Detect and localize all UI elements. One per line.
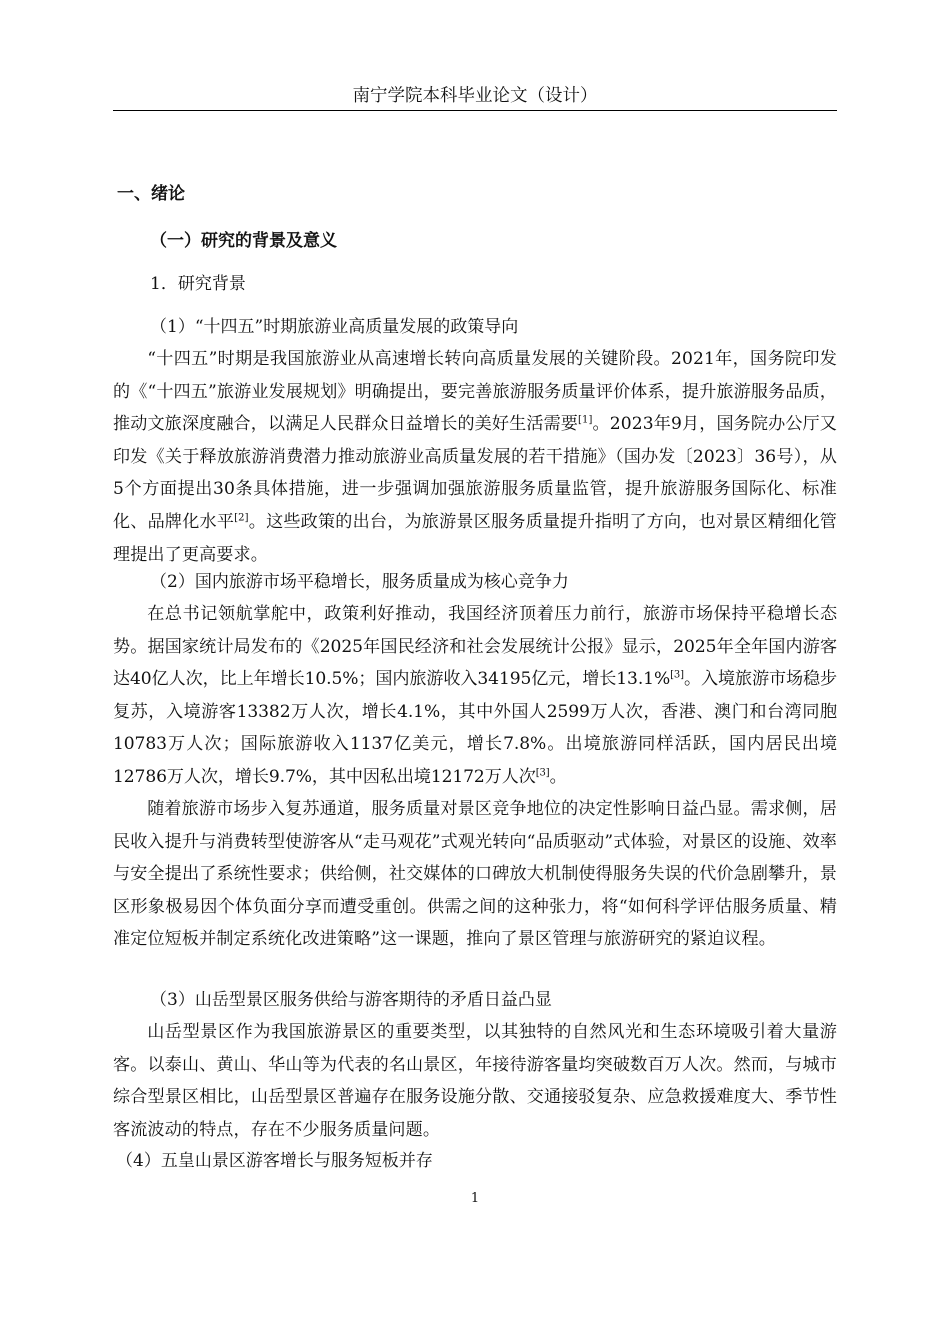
paragraph-text: 。入境旅游市场稳步复苏，入境游客13382万人次，增长4.1%，其中外国人2599万人次，香港、澳门和台湾同胞10783万人次；国际旅游收入1137亿美元，增长7.8%。出境旅游同样活跃，国内居民出境12786万人次，增长9.7%，其中因私出境12172万人次 — [113, 669, 837, 787]
citation-ref: [3] — [670, 669, 684, 681]
paragraph-text: 在总书记领航掌舵中，政策利好推动，我国经济顶着压力前行，旅游市场保持平稳增长态势。据国家统计局发布的《2025年国民经济和社会发展统计公报》显示，2025年全年国内游客达40亿人次，比上年增长10.5%；国内旅游收入34195亿元，增长13.1% — [113, 604, 837, 690]
paragraph-text: “十四五”时期是我国旅游业从高速增长转向高质量发展的关键阶段。2021年，国务院印发的《“十四五”旅游业发展规划》明确提出，要完善旅游服务质量评价体系，提升旅游服务品质，推动文旅深度融合，以满足人民群众日益增长的美好生活需要 — [113, 349, 837, 435]
citation-ref: [3] — [535, 767, 550, 779]
paragraph-text: 。 — [549, 766, 567, 787]
subsection-heading: （一）研究的背景及意义 — [150, 231, 337, 251]
citation-ref: [1] — [578, 414, 593, 426]
item-heading: 1．研究背景 — [150, 274, 246, 294]
paragraph-service-quality: 随着旅游市场步入复苏通道，服务质量对景区竞争地位的决定性影响日益凸显。需求侧，居民收入提升与消费转型使游客从“走马观花”式观光转向“品质驱动”式体验，对景区的设施、效率与安全提出了系统性要求；供给侧，社交媒体的口碑放大机制使得服务失误的代价急剧攀升，景区形象极易因个体负面分享而遭受重创。供需之间的这种张力，将“如何科学评估服务质量、精准定位短板并制定系统化改进策略”这一课题，推向了景区管理与旅游研究的紧迫议程。 — [113, 799, 837, 950]
sub-heading-4: （4）五皇山景区游客增长与服务短板并存 — [116, 1151, 433, 1171]
page-number: 1 — [470, 1191, 480, 1206]
section-heading: 一、绪论 — [117, 184, 185, 204]
sub-heading-3: （3）山岳型景区服务供给与游客期待的矛盾日益凸显 — [150, 990, 552, 1010]
paragraph-mountain: 山岳型景区作为我国旅游景区的重要类型，以其独特的自然风光和生态环境吸引着大量游客。以泰山、黄山、华山等为代表的名山景区，年接待游客量均突破数百万人次。然而，与城市综合型景区相比，山岳型景区普遍存在服务设施分散、交通接驳复杂、应急救援难度大、季节性客流波动的特点，存在不少服务质量问题。 — [113, 1022, 837, 1140]
header-rule — [113, 110, 837, 111]
paragraph-market — [113, 598, 837, 794]
running-header: 南宁学院本科毕业论文（设计） — [352, 86, 598, 106]
paragraph-text: 。2023年9月，国务院办公厅又印发《关于释放旅游消费潜力推动旅游业高质量发展的若干措施》（国办发〔2023〕36号），从5个方面提出30条具体措施，进一步强调加强旅游服务质量监管，提升旅游服务国际化、标准化、品牌化水平 — [113, 414, 837, 532]
citation-ref: [2] — [234, 512, 249, 524]
paragraph-policy — [113, 343, 837, 571]
paragraph-text: 。这些政策的出台，为旅游景区服务质量提升指明了方向，也对景区精细化管理提出了更高要求。 — [113, 511, 838, 565]
sub-heading-1: （1）“十四五”时期旅游业高质量发展的政策导向 — [150, 317, 519, 337]
sub-heading-2: （2）国内旅游市场平稳增长，服务质量成为核心竞争力 — [150, 572, 569, 592]
